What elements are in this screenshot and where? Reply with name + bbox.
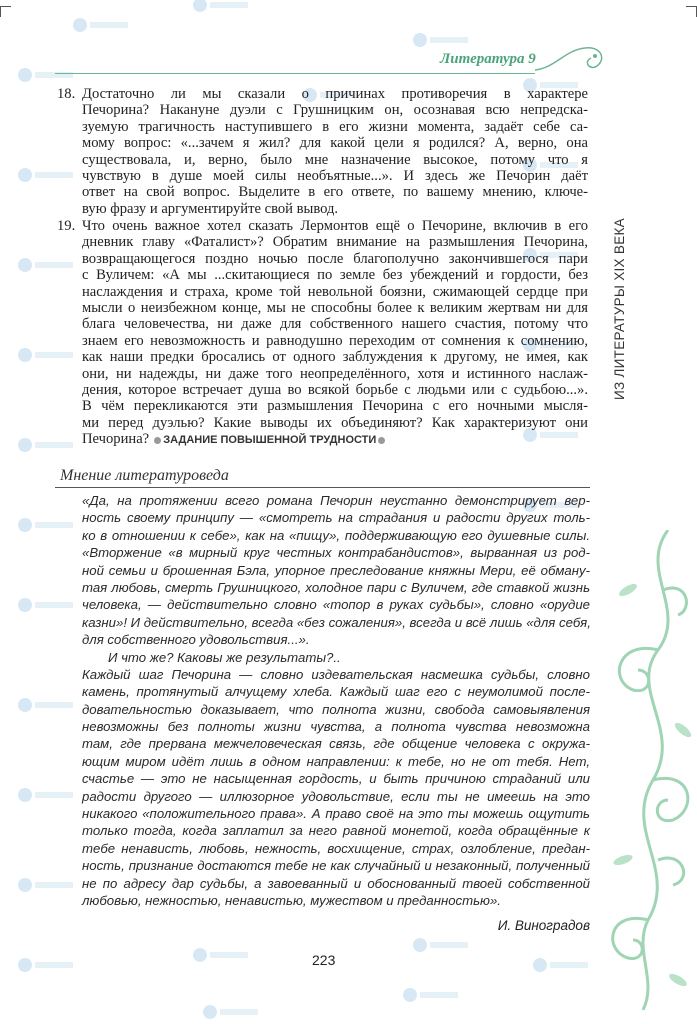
text-line: дения, которое встречает душа во всякой борьбе с людьми или с судьбою...». (82, 381, 588, 398)
question-18 (57, 86, 588, 217)
watermark-logo-icon (413, 33, 468, 47)
text-line: знаем его невозможность и равнодушно переходим от сомнения к сомнению, (82, 332, 588, 349)
crop-mark (0, 6, 11, 17)
text-line: вую фразу и аргументируйте свой вывод. (82, 200, 339, 217)
floral-ornament-icon (598, 530, 697, 1010)
text-line: как наши предки бросались от одного заблуждения к другому, не имея, как (82, 349, 588, 366)
quote-line: человека, — действительно словно «топор в руках судьбы», словно «орудие (82, 597, 590, 613)
text-line: Что очень важное хотел сказать Лермонтов ещё о Печорине, включив в его (82, 218, 588, 234)
quote-line: довательностью доказывает, что полнота жизни, свобода самовыявления (82, 701, 590, 717)
quote-line: тая любовь, смерть Грушницкого, холодное пари с Вуличем, где ставкой жизнь (82, 579, 590, 595)
text-line: ми перед дуэлью? Какие выводы их объединяют? Как характеризуют они (82, 414, 588, 431)
text-line: мысли о неизбежном конце, мы не способны более к великим жертвам ни для (82, 299, 588, 316)
text-line: возвращающегося поздно ночью после благополучно закончившегося пари (82, 250, 588, 267)
text-line: В чём перекликаются эти размышления Печорина с его ночными мысля- (82, 398, 588, 415)
page-number: 223 (312, 952, 336, 968)
text-line: ответ на свой вопрос. Выделите в его ответе, по вашему мнению, ключе- (82, 184, 588, 201)
running-header: Литература 9 (440, 51, 536, 67)
critic-author: И. Виноградов (497, 918, 590, 933)
watermark-logo-icon (203, 1005, 258, 1019)
text-line: наслаждения и страха, кроме той невольной боязни, сжимающей сердце при (82, 283, 588, 300)
watermark-logo-icon (18, 698, 73, 712)
quote-line: ность своему принципу — «смотреть на страдания и радости других толь- (82, 510, 590, 526)
watermark-logo-icon (193, 0, 248, 12)
critic-rule (55, 487, 590, 488)
crop-mark (686, 6, 697, 17)
quote-line: камень, протянутый алчущему хлеба. Каждый шаг его с неумолимой после- (82, 684, 590, 700)
quote-line: И что же? Каковы же результаты?.. (108, 649, 341, 665)
quote-line: казни»! И действительно, всегда «без сожаления», всегда и всё лишь «для себя, (82, 614, 591, 630)
quote-line: Каждый шаг Печорина — словно издевательская насмешка судьбы, словно (82, 666, 590, 682)
quote-line: «Вторжение «в мирный круг честных контрабандистов», вырванная из род- (82, 545, 590, 561)
watermark-logo-icon (18, 878, 73, 892)
quote-line: тебе ненависть, любовь, нежность, восхищение, страх, озлобление, предан- (82, 840, 590, 856)
header-rule (55, 73, 535, 74)
text-line: Печорина? Накануне дуэли с Грушницким он, осознавая всю непредска- (82, 102, 588, 119)
quote-line: ность, признание достаются тебе не как случайный и незаконный, полученный (82, 858, 590, 874)
quote-line: для собственного удовольствия...». (82, 632, 310, 648)
quote-line: только тогда, когда заплатил за него равной монетой, когда обращённые к (82, 823, 590, 839)
bullet-icon (154, 437, 161, 444)
text-line: блага человечества, ни даже для собственного нашего счастия, потому что (82, 316, 588, 333)
quote-line: невозможны без полноты жизни чувства, а полнота чувства невозможна (82, 719, 590, 735)
bullet-icon (378, 437, 385, 444)
watermark-logo-icon (403, 988, 458, 1002)
watermark-logo-icon (413, 938, 468, 952)
watermark-logo-icon (533, 958, 588, 972)
watermark-logo-icon (18, 518, 73, 532)
watermark-logo-icon (193, 948, 248, 962)
quote-line: «Да, на протяжении всего романа Печорин неустанно демонстрирует вер- (82, 493, 590, 508)
watermark-logo-icon (18, 788, 73, 802)
difficulty-badge: ЗАДАНИЕ ПОВЫШЕННОЙ ТРУДНОСТИ (149, 434, 387, 446)
quote-line: любовью, нежностью, ненавистью, мужеством и преданностью». (82, 892, 501, 908)
quote-line: радости другого — иллюзорное удовольствие, если ты не имеешь на это (82, 788, 590, 804)
text-line: Достаточно ли мы сказали о причинах противоречия в характере (82, 86, 588, 102)
quote-line: не по адресу дар судьбы, а завоеванный и обоснованный твоей собственной (82, 875, 590, 891)
header-flourish-icon (535, 40, 615, 80)
quote-line: ной семьи и брошенная Бэла, упорное преследование княжны Мери, её обману- (82, 562, 590, 578)
text-line: с Вуличем: «А мы ...скитающиеся по земле без убеждений и гордости, без (82, 267, 588, 284)
watermark-logo-icon (73, 18, 128, 32)
watermark-logo-icon (18, 68, 73, 82)
watermark-logo-icon (18, 958, 73, 972)
quote-line: никакого «положительного права». А право своё на это ты можешь ощутить (82, 806, 590, 822)
text-line: Печорина? ЗАДАНИЕ ПОВЫШЕННОЙ ТРУДНОСТИ (82, 431, 588, 447)
question-number: 18. (57, 86, 76, 102)
text-line: дневник главу «Фаталист»? Обратим внимание на размышления Печорина, (82, 234, 588, 251)
critic-quote (82, 492, 590, 909)
watermark-logo-icon (18, 598, 73, 612)
quote-line: счастье — это не насыщенная гордость, и быть причиною страданий или (82, 771, 590, 787)
text-line: они, ни надежды, ни даже того неопределённого, хотя и истинного наслаж- (82, 365, 588, 382)
text-line: зуемую трагичность наступившего в его жизни момента, задаёт себе са- (82, 118, 588, 135)
critic-heading: Мнение литературоведа (60, 467, 229, 484)
section-side-label: ИЗ ЛИТЕРАТУРЫ XIX ВЕКА (612, 218, 627, 400)
quote-line: ко в отношении к себе», как на «пищу», поддерживающую его душевные силы. (82, 527, 590, 543)
question-number: 19. (57, 218, 76, 234)
quote-line: там, где прервана межчеловеческая связь, где общение человека с окружа- (82, 736, 590, 752)
quote-line: ющим миром идёт лишь в одном направлении: к тебе, но не от тебя. Нет, (82, 753, 590, 769)
question-19 (57, 218, 588, 447)
text-line: чувствую в душе моей силы необъятные...». И здесь же Печорин даёт (82, 167, 588, 184)
text-line: существовала, и, верно, было мне назначение высокое, потому что я (82, 151, 588, 168)
text-line: мому вопрос: «...зачем я жил? для какой цели я родился? А, верно, она (82, 135, 588, 152)
